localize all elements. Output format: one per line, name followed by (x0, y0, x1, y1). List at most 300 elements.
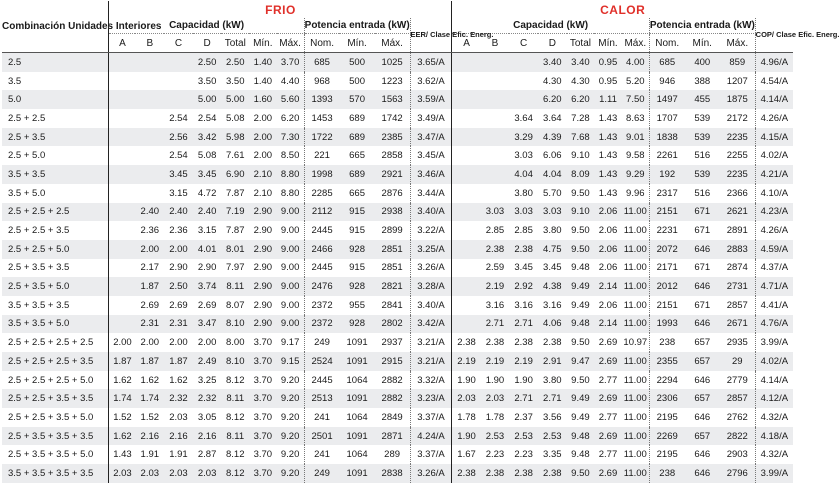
cooling-capacity-cell (109, 315, 135, 334)
combination-cell: 2.5 + 2.5 + 2.5 (2, 203, 109, 222)
cooling-capacity-cell: 2.56 (164, 128, 193, 147)
heating-capacity-cell: 1.11 (594, 90, 622, 109)
cooling-capacity-cell: 2.50 (221, 53, 249, 72)
heating-capacity-cell: 11.00 (622, 296, 650, 315)
heating-cop-cell: 3.99/A (755, 464, 793, 483)
cooling-capacity-cell: 2.49 (193, 352, 222, 371)
heating-capacity-cell (481, 72, 510, 91)
heating-power-cell: 646 (685, 315, 720, 334)
heating-capacity-cell: 11.00 (622, 352, 650, 371)
combination-cell: 3.5 + 3.5 + 3.5 + 3.5 (2, 464, 109, 483)
cooling-power-cell: 500 (339, 53, 374, 72)
combination-cell: 2.5 + 2.5 (2, 109, 109, 128)
cooling-capacity-cell: 2.69 (164, 296, 193, 315)
cooling-capacity-cell: 1.52 (109, 408, 135, 427)
cooling-capacity-cell: 2.10 (249, 165, 277, 184)
cooling-power-cell: 249 (304, 464, 339, 483)
heating-power-cell: 2151 (649, 203, 684, 222)
cooling-power-cell: 1998 (304, 165, 339, 184)
cooling-capacity-cell: 2.50 (193, 53, 222, 72)
cooling-power-cell: 928 (339, 315, 374, 334)
heating-capacity-cell: 3.80 (538, 221, 567, 240)
table-row (2, 72, 793, 91)
heating-capacity-cell: 2.19 (452, 352, 481, 371)
cooling-capacity-cell: 3.45 (164, 165, 193, 184)
cooling-power-cell: 2445 (304, 259, 339, 278)
cooling-capacity-cell: 1.87 (164, 352, 193, 371)
heating-power-cell: 2072 (649, 240, 684, 259)
cooling-capacity-cell: 8.11 (221, 277, 249, 296)
heating-power-cell: 671 (685, 296, 720, 315)
heating-capacity-cell: 9.29 (622, 165, 650, 184)
cooling-power-cell: 1064 (339, 445, 374, 464)
heating-power-cell: 646 (685, 277, 720, 296)
cooling-power-cell: 2876 (375, 184, 410, 203)
heating-capacity-cell: 2.06 (594, 296, 622, 315)
cooling-capacity-cell: 9.00 (277, 315, 305, 334)
cooling-power-cell: 2372 (304, 296, 339, 315)
cooling-capacity-cell: 2.90 (249, 277, 277, 296)
heating-capacity-cell: 2.71 (509, 389, 538, 408)
heating-power-cell: 1207 (720, 72, 755, 91)
table-row (2, 408, 793, 427)
combination-cell: 2.5 + 5.0 (2, 146, 109, 165)
cooling-eer-cell: 3.46/A (410, 165, 452, 184)
heating-power-cell: 2269 (649, 427, 684, 446)
cooling-eer-cell: 3.28/A (410, 277, 452, 296)
heating-capacity-cell: 9.49 (567, 389, 595, 408)
heating-capacity-cell: 2.06 (594, 221, 622, 240)
cooling-power-cell: 2882 (375, 389, 410, 408)
cooling-power-cell: 2858 (375, 146, 410, 165)
cooling-capacity-cell: 2.00 (249, 109, 277, 128)
heating-power-col-header: Máx. (720, 34, 755, 53)
heating-power-cell: 2891 (720, 221, 755, 240)
table-row (2, 352, 793, 371)
cooling-capacity-col-header: B (135, 34, 164, 53)
heating-capacity-cell (509, 72, 538, 91)
heating-capacity-cell: 11.00 (622, 203, 650, 222)
heating-capacity-cell: 2.71 (481, 315, 510, 334)
heating-capacity-cell (452, 72, 481, 91)
heating-capacity-col-header: Mín. (594, 34, 622, 53)
cooling-capacity-cell: 2.36 (164, 221, 193, 240)
heating-cop-cell: 4.41/A (755, 296, 793, 315)
heating-capacity-cell: 0.95 (594, 53, 622, 72)
heating-capacity-cell: 8.63 (622, 109, 650, 128)
heating-cop-cell: 4.15/A (755, 128, 793, 147)
heating-power-cell: 2231 (649, 221, 684, 240)
heating-power-cell: 671 (685, 203, 720, 222)
cooling-capacity-cell: 1.87 (109, 352, 135, 371)
heating-capacity-cell: 2.69 (594, 389, 622, 408)
heating-capacity-cell: 2.03 (452, 389, 481, 408)
cooling-capacity-col-header: C (164, 34, 193, 53)
heating-capacity-cell: 3.16 (481, 296, 510, 315)
heating-capacity-cell: 2.23 (509, 445, 538, 464)
cooling-capacity-cell (135, 72, 164, 91)
cooling-power-cell: 2937 (375, 333, 410, 352)
heating-capacity-cell: 3.64 (509, 109, 538, 128)
heating-cop-cell: 4.02/A (755, 352, 793, 371)
heating-capacity-cell: 4.30 (567, 72, 595, 91)
heating-power-cell: 685 (649, 53, 684, 72)
cooling-capacity-cell: 2.31 (135, 315, 164, 334)
cooling-power-cell: 2112 (304, 203, 339, 222)
heating-capacity-cell: 2.23 (481, 445, 510, 464)
cooling-power-cell: 2445 (304, 371, 339, 390)
heating-capacity-cell: 2.85 (481, 221, 510, 240)
cooling-capacity-cell: 2.03 (164, 464, 193, 483)
heating-capacity-cell: 4.38 (538, 277, 567, 296)
cooling-capacity-cell: 9.20 (277, 371, 305, 390)
heating-capacity-cell: 11.00 (622, 315, 650, 334)
heating-capacity-cell: 3.40 (567, 53, 595, 72)
cooling-power-cell: 241 (304, 445, 339, 464)
heating-capacity-cell: 2.71 (509, 315, 538, 334)
combination-header: Combinación Unidades Interiores (2, 1, 109, 53)
heating-capacity-cell: 8.09 (567, 165, 595, 184)
heating-capacity-cell: 2.38 (481, 333, 510, 352)
heating-capacity-col-header: Total (567, 34, 595, 53)
heating-power-cell: 516 (685, 146, 720, 165)
cooling-capacity-cell: 2.54 (193, 109, 222, 128)
cooling-capacity-cell: 2.50 (164, 277, 193, 296)
heating-power-cell: 1875 (720, 90, 755, 109)
heating-capacity-cell (481, 128, 510, 147)
cooling-capacity-cell: 2.54 (164, 109, 193, 128)
heating-capacity-cell: 6.06 (538, 146, 567, 165)
cooling-capacity-cell: 5.08 (221, 109, 249, 128)
cooling-power-cell: 1091 (339, 333, 374, 352)
cooling-capacity-cell: 2.03 (109, 464, 135, 483)
cooling-eer-cell: 3.65/A (410, 53, 452, 72)
heating-capacity-cell: 3.03 (481, 203, 510, 222)
cooling-eer-cell: 3.22/A (410, 221, 452, 240)
cooling-power-cell: 2385 (375, 128, 410, 147)
table-row (2, 221, 793, 240)
cooling-power-cell: 2513 (304, 389, 339, 408)
heating-capacity-cell: 1.90 (452, 371, 481, 390)
cooling-capacity-cell: 1.62 (109, 371, 135, 390)
cooling-capacity-cell: 3.70 (249, 371, 277, 390)
heating-capacity-cell: 9.48 (567, 315, 595, 334)
cooling-capacity-cell: 2.16 (164, 427, 193, 446)
heating-capacity-cell: 2.38 (509, 240, 538, 259)
cooling-capacity-cell: 5.08 (193, 146, 222, 165)
cooling-capacity-cell: 2.90 (249, 315, 277, 334)
cooling-power-cell: 2849 (375, 408, 410, 427)
cooling-power-cell: 2938 (375, 203, 410, 222)
cooling-capacity-cell: 5.00 (221, 90, 249, 109)
heating-capacity-cell: 3.56 (538, 408, 567, 427)
heating-capacity-cell (452, 184, 481, 203)
heating-power-cell: 657 (685, 352, 720, 371)
cooling-capacity-cell: 2.32 (193, 389, 222, 408)
cooling-power-cell: 1091 (339, 464, 374, 483)
cooling-capacity-cell: 1.87 (135, 277, 164, 296)
heating-capacity-cell: 1.43 (594, 109, 622, 128)
heating-capacity-cell: 9.48 (567, 427, 595, 446)
cooling-capacity-cell: 1.52 (135, 408, 164, 427)
cooling-capacity-col-header: Máx. (277, 34, 305, 53)
cooling-power-cell: 685 (304, 53, 339, 72)
table-row (2, 333, 793, 352)
heating-power-cell: 657 (685, 333, 720, 352)
heating-capacity-cell: 2.38 (452, 464, 481, 483)
cooling-capacity-cell: 3.74 (193, 277, 222, 296)
cooling-capacity-cell (109, 184, 135, 203)
heating-capacity-cell: 0.95 (594, 72, 622, 91)
heating-capacity-cell: 7.28 (567, 109, 595, 128)
combination-cell: 2.5 + 2.5 + 2.5 + 5.0 (2, 371, 109, 390)
cooling-capacity-cell: 1.74 (109, 389, 135, 408)
heating-capacity-cell: 2.69 (594, 352, 622, 371)
cooling-eer-cell: 3.21/A (410, 333, 452, 352)
heating-capacity-cell: 2.77 (594, 408, 622, 427)
cooling-capacity-cell: 2.90 (249, 240, 277, 259)
cooling-capacity-cell (109, 53, 135, 72)
heating-capacity-cell: 3.64 (538, 109, 567, 128)
heating-cop-cell: 4.10/A (755, 184, 793, 203)
heating-cop-cell: 4.26/A (755, 221, 793, 240)
cooling-capacity-cell: 8.12 (221, 464, 249, 483)
cooling-power-cell: 2899 (375, 221, 410, 240)
heating-capacity-cell (481, 53, 510, 72)
heating-capacity-cell: 11.00 (622, 221, 650, 240)
cooling-capacity-cell: 8.11 (221, 427, 249, 446)
cooling-capacity-cell (135, 184, 164, 203)
heating-capacity-cell: 2.53 (481, 427, 510, 446)
table-row (2, 128, 793, 147)
heating-capacity-cell: 9.49 (567, 277, 595, 296)
cooling-eer-cell: 3.59/A (410, 90, 452, 109)
cooling-power-cell: 289 (375, 445, 410, 464)
cooling-capacity-cell: 8.11 (221, 389, 249, 408)
cooling-eer-cell: 3.40/A (410, 203, 452, 222)
cooling-capacity-cell: 2.90 (249, 296, 277, 315)
heating-capacity-cell (481, 146, 510, 165)
heating-capacity-cell: 2.85 (509, 221, 538, 240)
heating-power-cell: 646 (685, 371, 720, 390)
cooling-capacity-cell: 2.00 (193, 333, 222, 352)
heating-power-cell: 2857 (720, 389, 755, 408)
table-row (2, 464, 793, 483)
cooling-capacity-cell: 8.01 (221, 240, 249, 259)
heating-power-cell: 2779 (720, 371, 755, 390)
cooling-capacity-cell: 3.70 (249, 445, 277, 464)
heating-power-cell: 2671 (720, 315, 755, 334)
heating-capacity-col-header: D (538, 34, 567, 53)
cooling-power-cell: 2838 (375, 464, 410, 483)
table-row (2, 427, 793, 446)
cooling-capacity-cell: 2.00 (135, 240, 164, 259)
table-row (2, 184, 793, 203)
cooling-power-cell: 1025 (375, 53, 410, 72)
heating-capacity-cell: 4.75 (538, 240, 567, 259)
heating-capacity-cell: 1.43 (594, 184, 622, 203)
heating-capacity-cell (452, 259, 481, 278)
cooling-power-cell: 2851 (375, 259, 410, 278)
cooling-capacity-cell (164, 90, 193, 109)
cooling-capacity-cell: 2.00 (249, 128, 277, 147)
specs-table (2, 1, 839, 483)
heating-capacity-cell: 3.16 (538, 296, 567, 315)
cooling-capacity-cell: 4.01 (193, 240, 222, 259)
heating-cop-cell: 4.96/A (755, 53, 793, 72)
heating-capacity-cell (481, 90, 510, 109)
heating-power-cell: 1707 (649, 109, 684, 128)
cooling-capacity-cell (109, 72, 135, 91)
cooling-capacity-cell: 7.87 (221, 221, 249, 240)
heating-power-cell: 646 (685, 464, 720, 483)
heating-cop-cell: 4.37/A (755, 259, 793, 278)
heating-capacity-cell: 3.03 (509, 203, 538, 222)
cooling-capacity-cell (164, 72, 193, 91)
heating-capacity-cell: 7.68 (567, 128, 595, 147)
cooling-capacity-cell: 1.60 (249, 90, 277, 109)
cooling-capacity-cell: 9.00 (277, 296, 305, 315)
cooling-capacity-cell: 9.20 (277, 427, 305, 446)
heating-capacity-cell: 5.70 (538, 184, 567, 203)
heating-capacity-cell: 1.78 (452, 408, 481, 427)
heating-cop-cell: 4.14/A (755, 90, 793, 109)
heating-capacity-cell: 4.04 (509, 165, 538, 184)
cooling-power-cell: 2524 (304, 352, 339, 371)
heating-capacity-cell (452, 240, 481, 259)
heating-power-cell: 400 (685, 53, 720, 72)
heating-capacity-cell: 3.03 (509, 146, 538, 165)
heating-power-cell: 539 (685, 128, 720, 147)
cooling-capacity-cell: 3.70 (249, 352, 277, 371)
heating-capacity-cell: 11.00 (622, 259, 650, 278)
cooling-capacity-cell: 2.00 (135, 333, 164, 352)
cooling-power-cell: 1563 (375, 90, 410, 109)
heating-cop-cell: 3.99/A (755, 333, 793, 352)
table-row (2, 203, 793, 222)
cooling-eer-cell: 3.62/A (410, 72, 452, 91)
heating-cop-cell: 4.32/A (755, 445, 793, 464)
cooling-capacity-cell: 6.90 (221, 165, 249, 184)
heating-capacity-cell (452, 165, 481, 184)
heating-capacity-cell: 9.50 (567, 184, 595, 203)
cooling-capacity-cell: 4.40 (277, 72, 305, 91)
table-row (2, 445, 793, 464)
cooling-capacity-cell: 2.00 (109, 333, 135, 352)
cooling-capacity-cell (135, 128, 164, 147)
table-row (2, 90, 793, 109)
heating-capacity-cell: 1.43 (594, 146, 622, 165)
cooling-power-cell: 915 (339, 221, 374, 240)
cooling-capacity-cell: 2.31 (164, 315, 193, 334)
cooling-capacity-cell: 9.20 (277, 389, 305, 408)
heating-capacity-cell: 9.49 (567, 296, 595, 315)
heating-capacity-cell: 4.04 (538, 165, 567, 184)
cooling-power-cell: 915 (339, 259, 374, 278)
cooling-capacity-cell: 3.05 (193, 408, 222, 427)
heating-capacity-cell: 6.20 (567, 90, 595, 109)
cooling-power-cell: 2501 (304, 427, 339, 446)
cooling-capacity-cell: 9.00 (277, 203, 305, 222)
heating-capacity-cell: 7.50 (622, 90, 650, 109)
cooling-eer-cell: 3.49/A (410, 109, 452, 128)
heating-capacity-cell (452, 128, 481, 147)
heating-power-cell: 2261 (649, 146, 684, 165)
cooling-power-cell: 689 (339, 128, 374, 147)
cooling-eer-cell: 3.32/A (410, 371, 452, 390)
cooling-capacity-cell: 3.25 (193, 371, 222, 390)
heating-power-cell: 2935 (720, 333, 755, 352)
heating-capacity-cell: 1.67 (452, 445, 481, 464)
combination-cell: 3.5 + 3.5 (2, 165, 109, 184)
cooling-capacity-cell: 8.10 (221, 315, 249, 334)
cooling-power-cell: 1091 (339, 352, 374, 371)
heating-capacity-cell (452, 203, 481, 222)
heating-capacity-cell (452, 296, 481, 315)
cooling-capacity-cell: 7.30 (277, 128, 305, 147)
heating-power-col-header: Nom. (649, 34, 684, 53)
heating-capacity-cell: 9.50 (567, 464, 595, 483)
cooling-capacity-cell: 8.80 (277, 184, 305, 203)
cooling-power-cell: 500 (339, 72, 374, 91)
cooling-power-cell: 665 (339, 146, 374, 165)
cooling-power-cell: 2476 (304, 277, 339, 296)
cooling-power-cell: 2466 (304, 240, 339, 259)
cooling-capacity-cell: 1.43 (109, 445, 135, 464)
cooling-power-cell: 928 (339, 240, 374, 259)
heating-capacity-cell: 4.39 (538, 128, 567, 147)
cooling-power-cell: 2445 (304, 221, 339, 240)
cooling-capacity-cell: 2.16 (135, 427, 164, 446)
heating-power-cell: 2355 (649, 352, 684, 371)
heating-capacity-cell: 2.71 (538, 389, 567, 408)
cooling-power-cell: 689 (339, 165, 374, 184)
heating-capacity-cell: 3.45 (538, 259, 567, 278)
table-row (2, 53, 793, 72)
cooling-capacity-cell: 2.87 (193, 445, 222, 464)
heating-power-col-header: Mín. (685, 34, 720, 53)
cooling-eer-cell: 3.40/A (410, 296, 452, 315)
cooling-capacity-cell (135, 53, 164, 72)
table-row (2, 146, 793, 165)
table-row (2, 315, 793, 334)
cooling-capacity-cell (109, 90, 135, 109)
heating-power-cell: 2857 (720, 296, 755, 315)
cooling-capacity-cell: 5.98 (221, 128, 249, 147)
heating-capacity-cell: 9.48 (567, 445, 595, 464)
heating-power-cell: 657 (685, 427, 720, 446)
cooling-eer-cell: 3.25/A (410, 240, 452, 259)
heating-capacity-cell (452, 221, 481, 240)
heating-capacity-col-header: Máx. (622, 34, 650, 53)
heating-capacity-cell: 2.38 (509, 464, 538, 483)
heating-power-cell: 646 (685, 445, 720, 464)
heating-capacity-cell: 2.06 (594, 240, 622, 259)
cooling-eer-cell: 3.26/A (410, 259, 452, 278)
heating-capacity-cell: 2.53 (538, 427, 567, 446)
heating-capacity-cell: 2.19 (481, 277, 510, 296)
cooling-power-cell: 2921 (375, 165, 410, 184)
cooling-power-cell: 1064 (339, 371, 374, 390)
heating-power-cell: 2172 (720, 109, 755, 128)
heating-capacity-cell: 2.06 (594, 203, 622, 222)
heating-power-cell: 539 (685, 109, 720, 128)
heating-capacity-cell: 2.37 (509, 408, 538, 427)
cooling-capacity-cell: 2.40 (135, 203, 164, 222)
cooling-capacity-cell (109, 277, 135, 296)
heating-power-cell: 946 (649, 72, 684, 91)
cooling-power-col-header: Nom. (304, 34, 339, 53)
